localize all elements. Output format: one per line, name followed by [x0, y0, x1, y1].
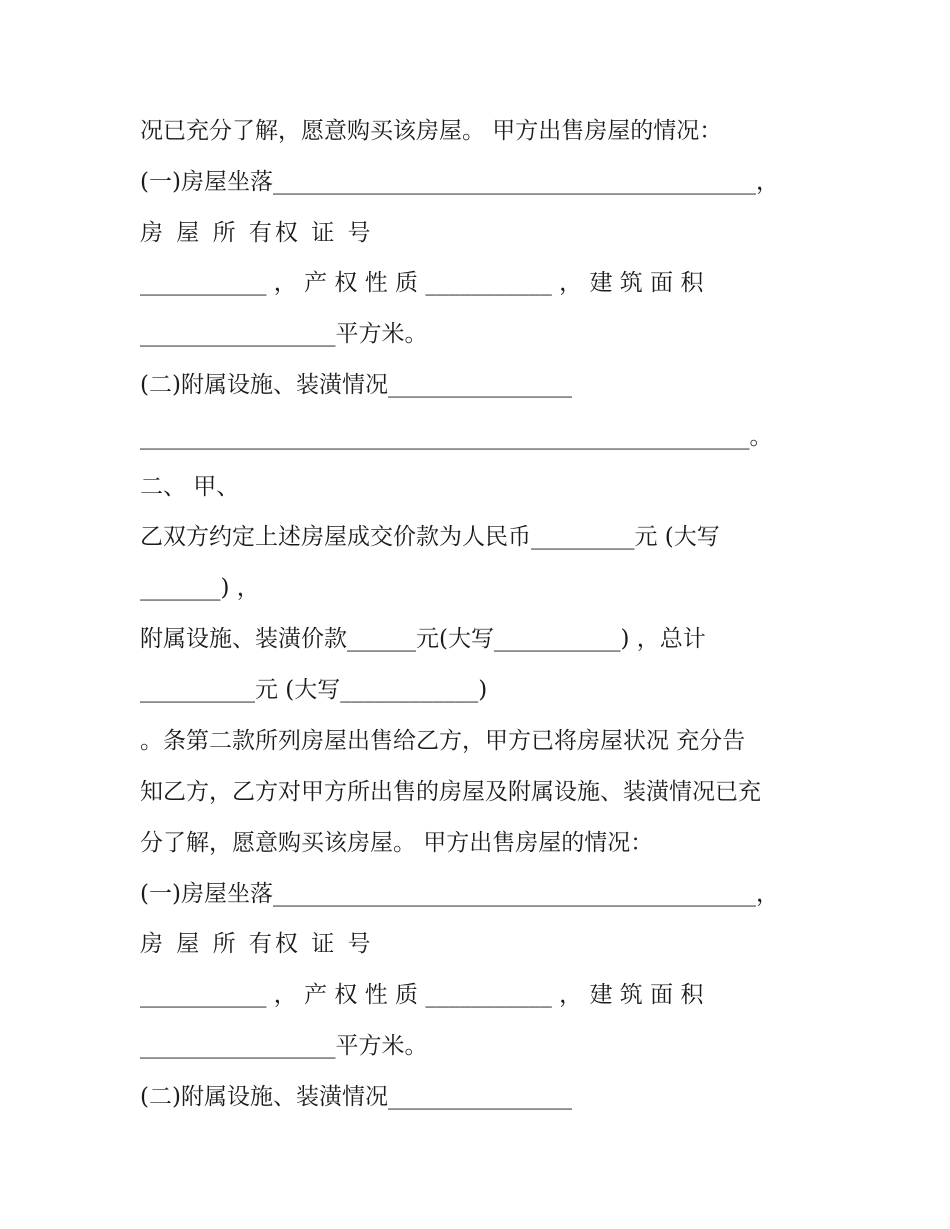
text-line: 。条第二款所列房屋出售给乙方，甲方已将房屋状况 充分告: [140, 728, 746, 754]
text-line: 分了解，愿意购买该房屋。 甲方出售房屋的情况：: [140, 830, 654, 856]
text-line: _____________________________________________________。: [140, 424, 773, 450]
text-line: ___________ ， 产 权 性 质 ___________ ， 建 筑 面 积: [140, 270, 704, 296]
text-line: 况已充分了解，愿意购买该房屋。 甲方出售房屋的情况：: [140, 118, 723, 144]
text-line: (二)附属设施、装潢情况________________: [140, 372, 572, 398]
text-line: ___________ ， 产 权 性 质 ___________ ， 建 筑 面 积: [140, 982, 704, 1008]
text-line: _______) ，: [140, 575, 260, 601]
text-line: 附属设施、装潢价款______元(大写___________) ，总计: [140, 626, 706, 652]
text-line: 知乙方，乙方对甲方所出售的房屋及附属设施、装潢情况已充: [140, 779, 761, 805]
text-line: __________元 (大写____________): [140, 677, 488, 703]
text-line: _________________平方米。: [140, 321, 428, 347]
text-line: (一)房屋坐落__________________________________________，: [140, 881, 779, 907]
text-line: 房 屋 所 有权 证 号: [140, 220, 374, 246]
text-line: (二)附属设施、装潢情况________________: [140, 1084, 572, 1110]
text-line: 房 屋 所 有权 证 号: [140, 931, 374, 957]
text-line: (一)房屋坐落__________________________________________，: [140, 169, 779, 195]
text-line: 二、 甲、: [140, 474, 240, 500]
text-line: _________________平方米。: [140, 1033, 428, 1059]
text-line: 乙双方约定上述房屋成交价款为人民币_________元 (大写: [140, 524, 720, 550]
